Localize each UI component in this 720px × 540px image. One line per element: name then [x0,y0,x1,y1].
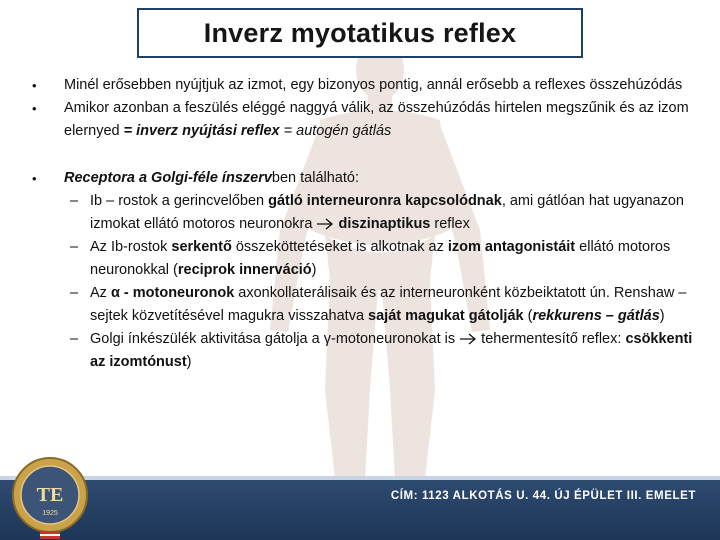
bullet-text: Receptora a Golgi-féle ínszervben található: [64,170,359,186]
sub-bullet-item [70,190,700,236]
logo-initials: TE [36,484,64,506]
bullet-dot: • [32,171,37,186]
bullet-dot: • [32,101,37,116]
title-box [137,8,583,58]
sub-bullet-dash: – [70,239,79,255]
bullet-item [28,167,700,190]
sub-bullet-item [70,282,700,328]
logo-year: 1925 [42,510,58,517]
university-seal-logo [10,455,90,539]
sub-bullet-item [70,236,700,282]
right-arrow-icon [459,333,477,345]
slide-content [28,74,700,374]
sub-bullet-dash: – [70,193,79,209]
bullet-item [28,74,700,97]
footer-address: CÍM: 1123 ALKOTÁS U. 44. ÚJ ÉPÜLET III. EMELET [390,490,696,502]
footer-bar [0,480,720,540]
bullet-text: Minél erősebben nyújtjuk az izmot, egy bizonyos pontig, annál erősebb a reflexes összehúzódás [64,77,683,93]
sub-bullet-text: Az Ib-rostok serkentő összeköttetéseket is alkotnak az izom antagonistáit ellátó motoros neuronokkal (reciprok innerváció) [90,239,671,278]
sub-bullet-text: Golgi ínkészülék aktivitása gátolja a γ-motoneuronokat is tehermentesítő reflex: csökkenti az izomtónust) [90,331,693,370]
sub-bullet-text: Ib – rostok a gerincvelőben gátló interneuronra kapcsolódnak, ami gátlóan hat ugyanazon izmokat ellátó motoros neuronokra diszinaptikus reflex [90,193,684,232]
bullet-dot: • [32,78,37,93]
right-arrow-icon [316,218,334,230]
page-title: Inverz myotatikus reflex [203,17,517,48]
sub-bullet-item [70,328,700,374]
sub-bullet-dash: – [70,331,79,347]
bullet-text: Amikor azonban a feszülés eléggé naggyá válik, az összehúzódás hirtelen megszűnik és az izom elernyed = inverz nyújtási reflex = autogén gátlás [64,100,689,139]
sub-bullet-dash: – [70,285,79,301]
sub-bullet-text: Az α - motoneuronok axonkollaterálisaik és az interneuronként közbeiktatott ún. Renshaw – sejtek közvetítésével magukra visszahatva saját magukat gátolják (rekkurens – gátlás) [90,285,687,324]
bullet-item [28,97,700,143]
